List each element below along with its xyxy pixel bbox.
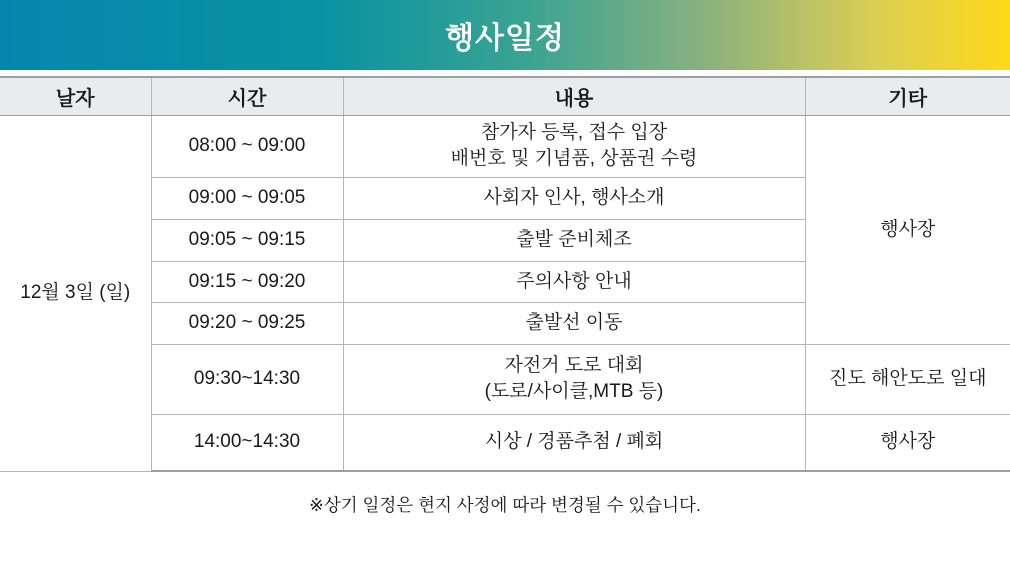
- table-row: [0, 344, 1010, 414]
- content-cell: [343, 115, 805, 177]
- content-cell: 출발 준비체조: [343, 219, 805, 261]
- content-cell: 출발선 이동: [343, 302, 805, 344]
- content-line: (도로/사이클,MTB 등): [484, 381, 664, 402]
- table-row: [0, 115, 1010, 177]
- header-time: 시간: [151, 77, 343, 115]
- etc-cell: 행사장: [805, 414, 1010, 471]
- content-cell: [343, 344, 805, 414]
- content-cell: 주의사항 안내: [343, 261, 805, 302]
- time-cell: 08:00 ~ 09:00: [151, 115, 343, 177]
- header-row: [0, 77, 1010, 115]
- etc-cell: 행사장: [805, 115, 1010, 344]
- content-cell: 사회자 인사, 행사소개: [343, 177, 805, 219]
- page-title: 행사일정: [445, 22, 565, 55]
- time-cell: 14:00~14:30: [151, 414, 343, 471]
- header-date: 날자: [0, 77, 151, 115]
- content-cell: 시상 / 경품추첨 / 폐회: [343, 414, 805, 471]
- schedule-change-note: ※상기 일정은 현지 사정에 따라 변경될 수 있습니다.: [309, 495, 701, 515]
- title-banner: [0, 0, 1010, 70]
- time-cell: 09:00 ~ 09:05: [151, 177, 343, 219]
- time-cell: 09:30~14:30: [151, 344, 343, 414]
- header-content: 내용: [343, 77, 805, 115]
- time-cell: 09:20 ~ 09:25: [151, 302, 343, 344]
- time-cell: 09:15 ~ 09:20: [151, 261, 343, 302]
- schedule-table: [0, 76, 1010, 472]
- time-cell: 09:05 ~ 09:15: [151, 219, 343, 261]
- header-etc: 기타: [805, 77, 1010, 115]
- table-row: [0, 414, 1010, 471]
- content-line: 자전거 도로 대회: [504, 355, 644, 377]
- content-line: 참가자 등록, 접수 입장: [480, 122, 668, 144]
- etc-cell: 진도 해안도로 일대: [805, 344, 1010, 414]
- date-cell: 12월 3일 (일): [0, 115, 151, 471]
- content-line: 배번호 및 기념품, 상품권 수령: [450, 148, 698, 169]
